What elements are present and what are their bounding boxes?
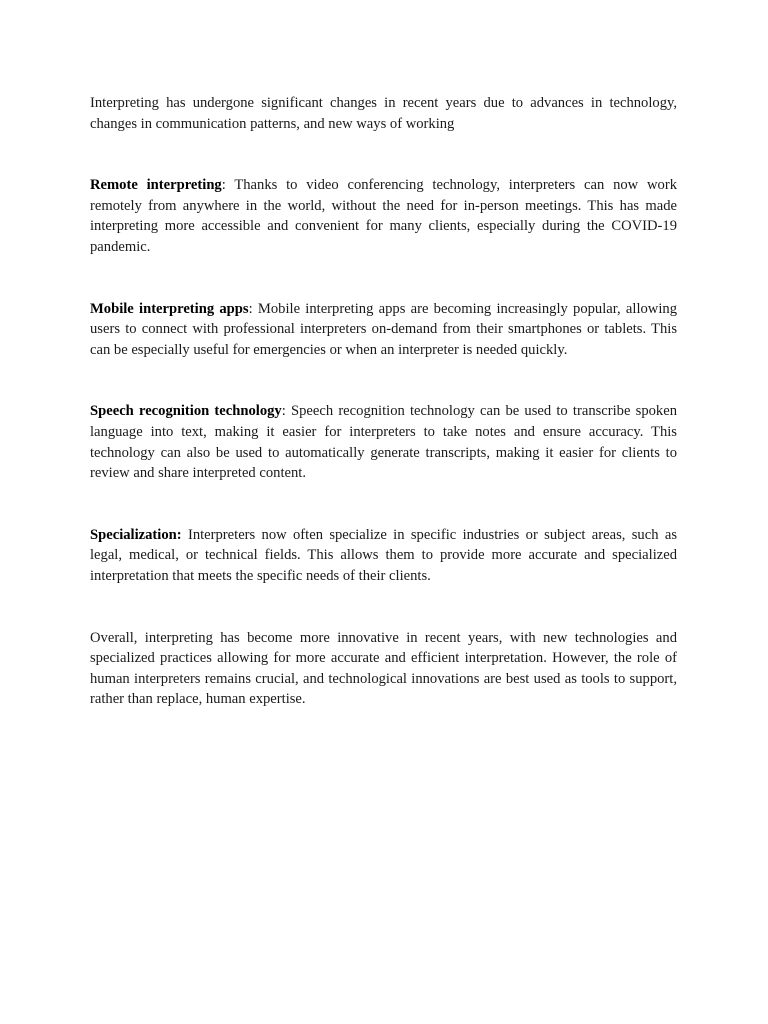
section-text: Mobile interpreting apps are becoming increasingly popular, allowing users to connect with professional interpreters on-demand from their smartphones or tablets. This can be especially useful for emergencies or when an interpreter is needed quickly. — [90, 300, 677, 358]
section-separator: : — [221, 177, 226, 194]
section-term: Speech recognition technology — [90, 403, 282, 420]
section-text: Thanks to video conferencing technology, interpreters can now work remotely from anywhere in the world, without the need for in-person meetings. This has made interpreting more accessible and convenient for many clients, especially during the COVID-19 pandemic. — [90, 177, 677, 255]
section-term: Mobile interpreting apps — [90, 300, 249, 317]
intro-paragraph: Interpreting has undergone significant changes in recent years due to advances in technology, changes in communication patterns, and new ways of working — [90, 95, 677, 132]
section-remote-interpreting — [90, 175, 677, 257]
section-separator: : — [281, 403, 286, 420]
conclusion-paragraph: Overall, interpreting has become more innovative in recent years, with new technologies and specialized practices allowing for more accurate and efficient interpretation. However, the role of human interpreters remains crucial, and technological innovations are best used as tools to support, rather than replace, human expertise. — [90, 629, 677, 708]
section-separator: : — [248, 300, 253, 317]
section-speech-recognition — [90, 401, 677, 483]
section-term: Remote interpreting — [90, 177, 222, 194]
document-body — [90, 93, 677, 710]
section-text: Speech recognition technology can be used to transcribe spoken language into text, making it easier for interpreters to take notes and ensure accuracy. This technology can also be used to automatically generate transcripts, making it easier for clients to review and share interpreted content. — [90, 403, 677, 482]
section-specialization — [90, 525, 677, 587]
section-text: Interpreters now often specialize in specific industries or subject areas, such as legal, medical, or technical fields. This allows them to provide more accurate and specialized interpretation that meets the specific needs of their clients. — [90, 526, 677, 584]
section-term: Specialization: — [90, 526, 182, 543]
section-mobile-interpreting-apps — [90, 299, 677, 361]
